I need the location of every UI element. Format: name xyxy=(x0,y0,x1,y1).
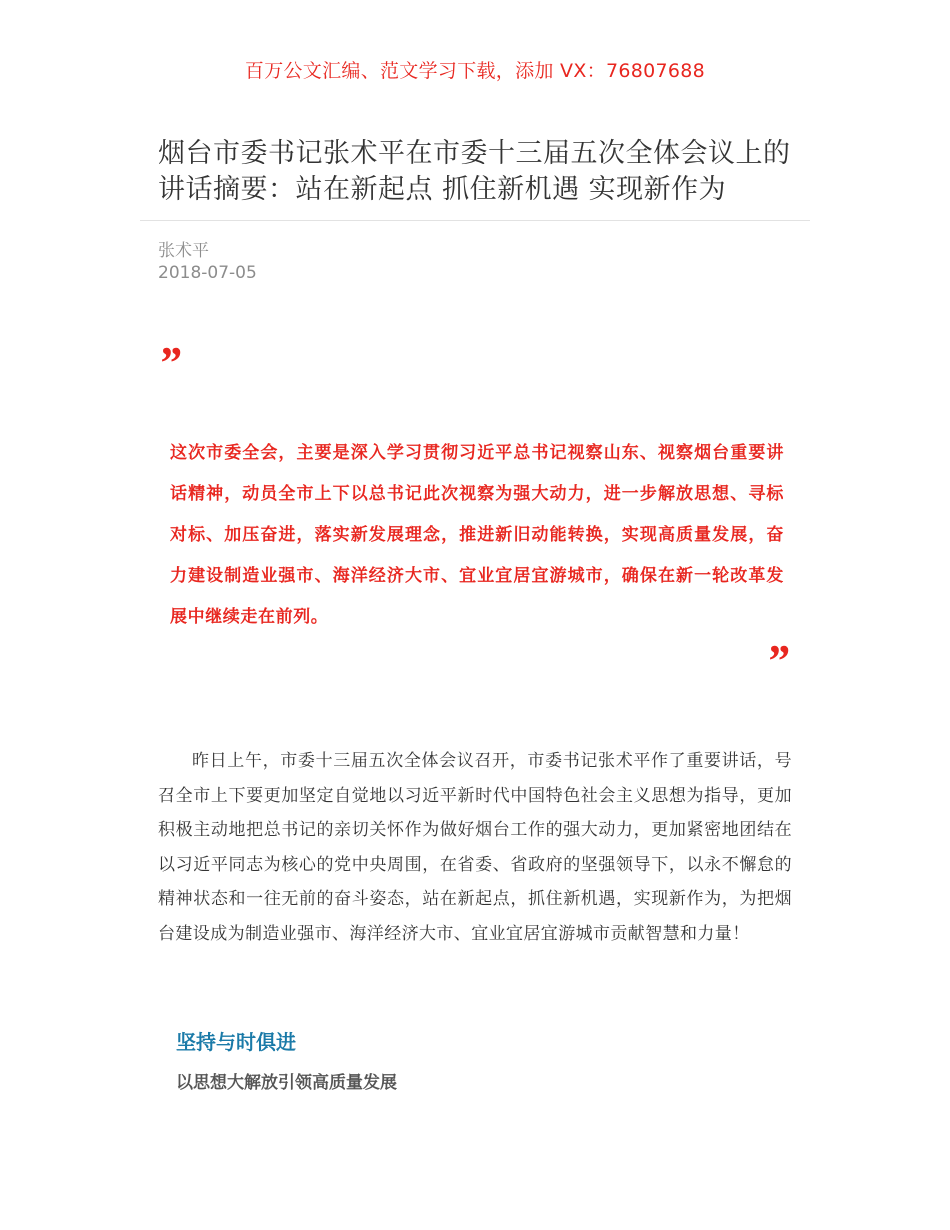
pull-quote: 这次市委全会，主要是深入学习贯彻习近平总书记视察山东、视察烟台重要讲话精神，动员全市上下以总书记此次视察为强大动力，进一步解放思想、寻标对标、加压奋进，落实新发展理念，推进新旧动能转换，实现高质量发展，奋力建设制造业强市、海洋经济大市、宜业宜居宜游城市，确保在新一轮改革发展中继续走在前列。 xyxy=(170,443,784,627)
promo-banner: 百万公文汇编、范文学习下载，添加 VX：76807688 xyxy=(244,60,706,82)
open-quote-icon: ” xyxy=(158,337,179,388)
body-paragraph: 昨日上午，市委十三届五次全体会议召开，市委书记张术平作了重要讲话，号召全市上下要更加坚定自觉地以习近平新时代中国特色社会主义思想为指导，更加积极主动地把总书记的亲切关怀作为做好烟台工作的强大动力，更加紧密地团结在以习近平同志为核心的党中央周围，在省委、省政府的坚强领导下，以永不懈怠的精神状态和一往无前的奋斗姿态，站在新起点，抓住新机遇，实现新作为，为把烟台建设成为制造业强市、海洋经济大市、宜业宜居宜游城市贡献智慧和力量！ xyxy=(158,751,792,944)
author-name: 张术平 xyxy=(158,241,209,261)
publish-date: 2018-07-05 xyxy=(158,263,257,283)
article-meta xyxy=(158,240,257,284)
section-subheading: 以思想大解放引领高质量发展 xyxy=(176,1073,397,1093)
title-divider xyxy=(140,220,810,221)
close-quote-icon: ” xyxy=(766,635,787,686)
article-title: 烟台市委书记张术平在市委十三届五次全体会议上的讲话摘要：站在新起点 抓住新机遇 实现新作为 xyxy=(158,138,791,205)
section-heading: 坚持与时俱进 xyxy=(176,1030,296,1054)
